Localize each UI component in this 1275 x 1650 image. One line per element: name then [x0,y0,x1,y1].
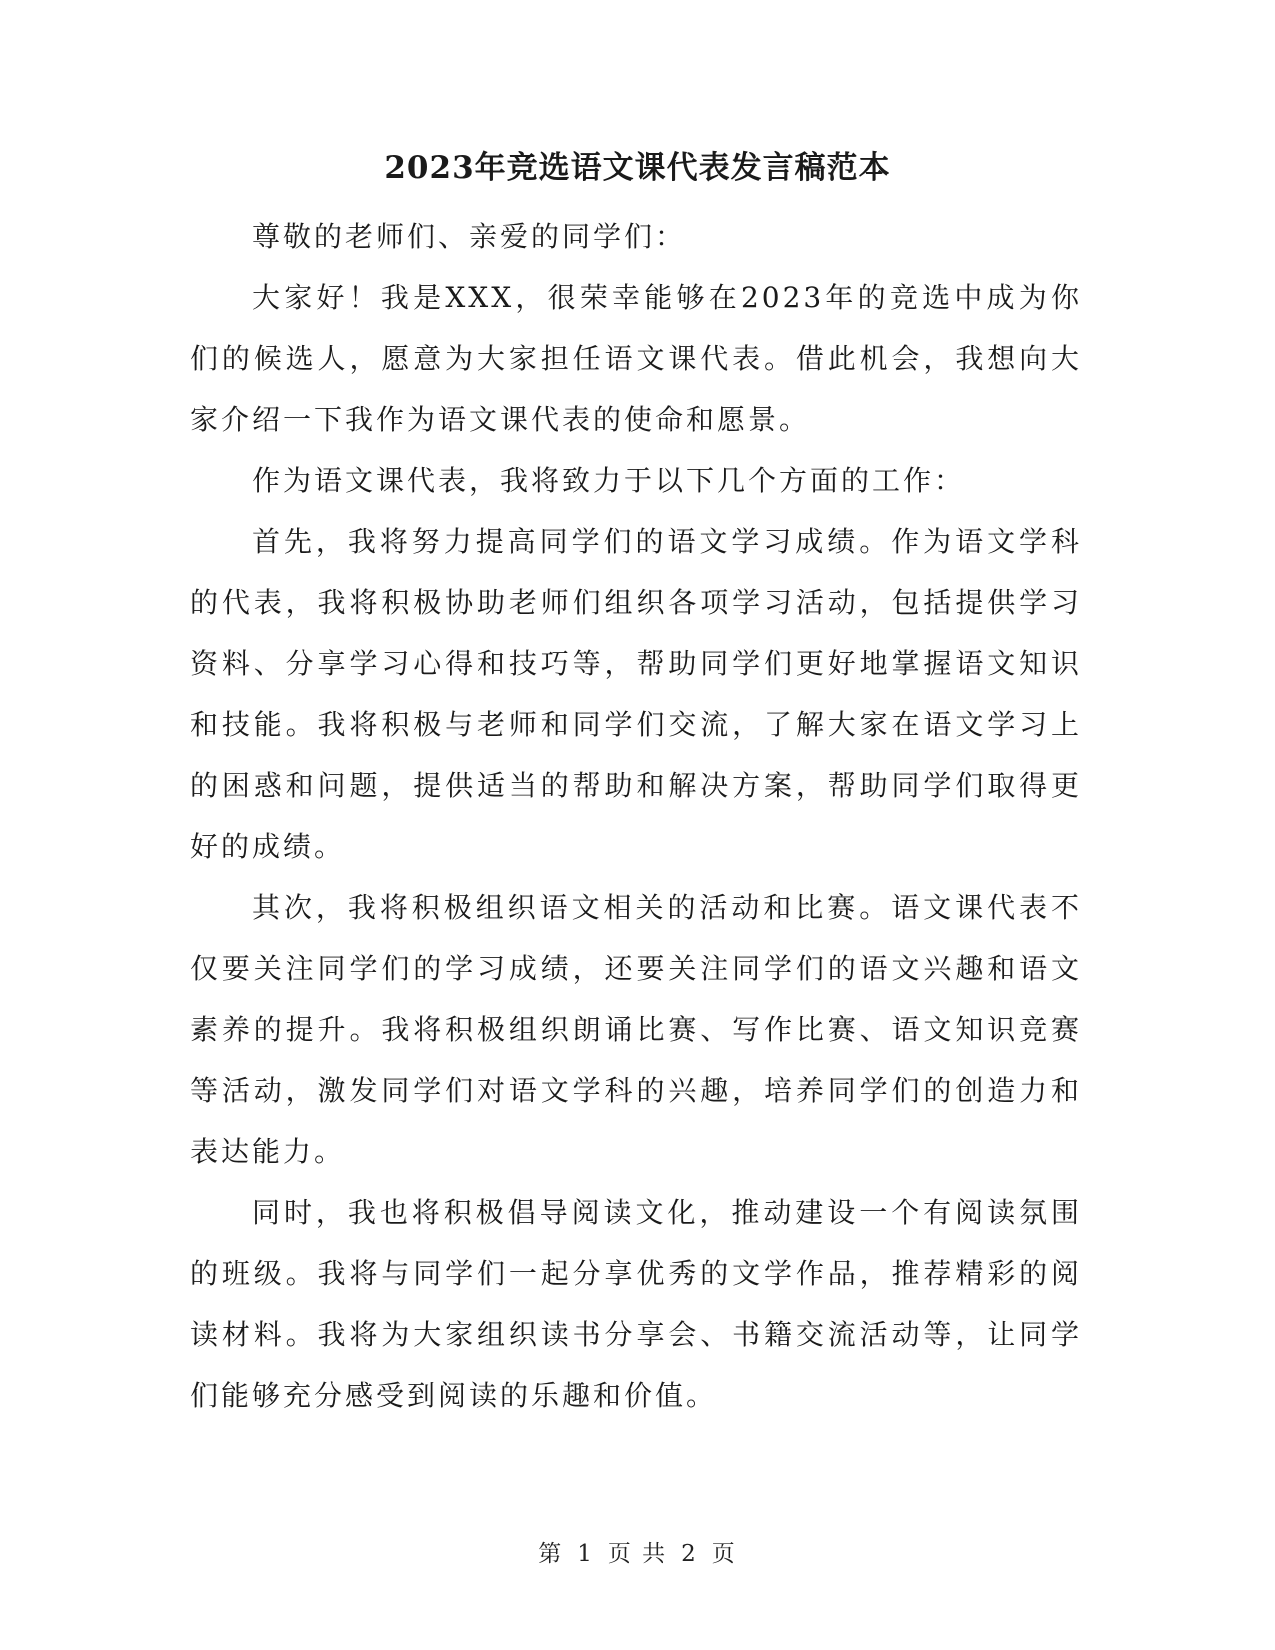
second-goal-paragraph: 其次，我将积极组织语文相关的活动和比赛。语文课代表不仅要关注同学们的学习成绩，还要关注同学们的语文兴趣和语文素养的提升。我将积极组织朗诵比赛、写作比赛、语文知识竞赛等活动，激发同学们对语文学科的兴趣，培养同学们的创造力和表达能力。 [190,891,1082,1168]
document-body [190,206,1082,1426]
current-page-number: 1 [577,1541,594,1567]
introduction-paragraph: 大家好！我是XXX，很荣幸能够在2023年的竞选中成为你们的候选人，愿意为大家担任语文课代表。借此机会，我想向大家介绍一下我作为语文课代表的使命和愿景。 [190,281,1082,436]
total-pages-number: 2 [681,1541,698,1567]
third-goal-paragraph: 同时，我也将积极倡导阅读文化，推动建设一个有阅读氛围的班级。我将与同学们一起分享优秀的文学作品，推荐精彩的阅读材料。我将为大家组织读书分享会、书籍交流活动等，让同学们能够充分感受到阅读的乐趣和价值。 [190,1196,1082,1412]
work-overview-paragraph: 作为语文课代表，我将致力于以下几个方面的工作： [252,464,966,497]
page-label-prefix: 第 [538,1541,564,1567]
page-label-suffix: 页 [711,1541,737,1567]
page-label-middle: 页 共 [607,1541,668,1567]
greeting-paragraph: 尊敬的老师们、亲爱的同学们： [252,220,687,253]
first-goal-paragraph: 首先，我将努力提高同学们的语文学习成绩。作为语文学科的代表，我将积极协助老师们组织各项学习活动，包括提供学习资料、分享学习心得和技巧等，帮助同学们更好地掌握语文知识和技能。我将积极与老师和同学们交流，了解大家在语文学习上的困惑和问题，提供适当的帮助和解决方案，帮助同学们取得更好的成绩。 [190,525,1082,863]
page-number-footer [0,1538,1275,1570]
document-title: 2023年竞选语文课代表发言稿范本 [384,150,891,186]
